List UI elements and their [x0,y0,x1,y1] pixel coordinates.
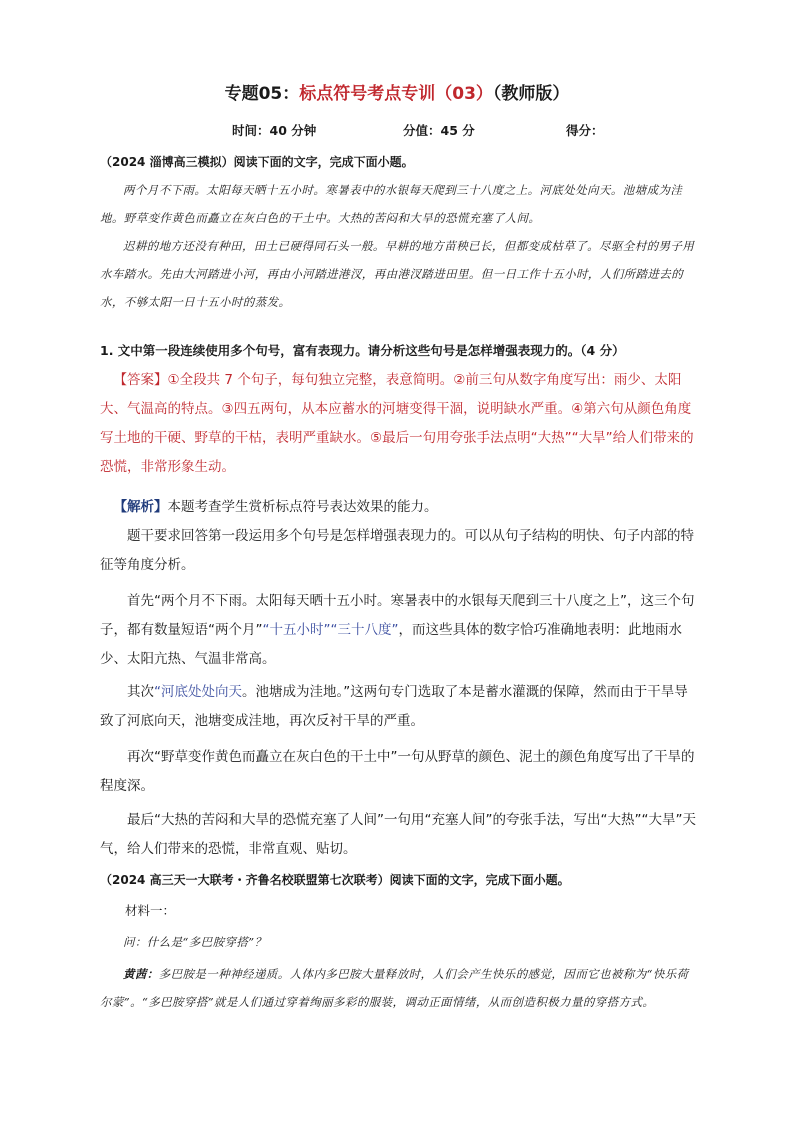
interviewee-name: 黄茜： [123,967,159,981]
material-label: 材料一： [125,903,176,918]
analysis-paragraph-1: 题干要求回答第一段运用多个句号是怎样增强表现力的。可以从句子结构的明快、句子内部的特征等角度分析。 [100,528,694,573]
analysis-p3-quote: “河底处处向天 [154,684,242,700]
analysis-paragraph-3 [100,678,700,736]
analysis-tag: 【解析】 [113,499,168,515]
analysis-paragraph-5: 最后“大热的苦闷和大旱的恐慌充塞了人间”一句用“充塞人间”的夸张手法，写出“大热”“大旱”天气，给人们带来的恐慌，非常直观、贴切。 [100,812,696,857]
analysis-paragraph-2 [100,587,700,674]
section2-source: （2024 高三天一大联考・齐鲁名校联盟第七次联考）阅读下面的文字，完成下面小题。 [100,873,570,887]
analysis-p3-part-a: 其次 [127,684,154,700]
analysis-p2-quote: “十五小时”“三十八度” [262,622,399,638]
answer-block [100,366,700,482]
answer-part-2: ④第六句从颜色角度写土地的干硬、野草的干枯，表明严重缺水。⑤最后一句用夸张手法点明“大热”“大旱”给人们带来的恐慌，非常形象生动。 [100,401,694,475]
analysis-p2-part-c: ，而这些具体的数字恰巧准确地表明：此地雨水少、太阳亢热、气温非常高。 [100,622,682,667]
answer-tag: 【答案】 [113,372,168,388]
analysis-intro: 本题考查学生赏析标点符号表达效果的能力。 [167,499,438,515]
analysis-p2-part-a: 首先“两个月不下雨。太阳每天晒十五小时。寒暑表中的水银每天爬到三十八度之上”，这三个句子，都有数量短语“两个月” [100,593,695,638]
analysis-intro-line [100,493,700,522]
page-title [0,82,794,106]
passage-paragraph-2: 迟耕的地方还没有种田，田土已硬得同石头一般。早耕的地方苗秧已长，但都变成枯草了。尽驱全村的男子用水车踏水。先由大河踏进小河，再由小河踏进港汊，再由港汊踏进田里。但一日工作十五小时，人们所踏进去的水，不够太阳一日十五小时的蒸发。 [100,239,695,309]
answer-part-1: ①全段共 7 个句子，每句独立完整，表意简明。②前三句从数字角度写出：雨少、太阳大、气温高的特点。③四五两句，从本应蓄水的河塘变得干涸，说明缺水严重。 [100,372,682,417]
title-prefix: 专题05： [224,84,300,104]
got-field: 得分： [566,123,604,138]
interview-question: 问：什么是“多巴胺穿搭”？ [123,935,267,949]
section1-source: （2024 淄博高三模拟）阅读下面的文字，完成下面小题。 [100,155,414,169]
analysis-p3-part-c: 。池塘成为洼地。”这两句专门选取了本是蓄水灌溉的保障，然而由于干旱导致了河底向天，池塘变成洼地，再次反衬干旱的严重。 [100,684,688,729]
title-suffix: （教师版） [492,84,570,104]
title-topic: 标点符号考点专训（03） [299,84,493,104]
time-field: 时间：40 分钟 [232,123,317,138]
analysis-paragraph-4: 再次“野草变作黄色而矗立在灰白色的干土中”一句从野草的颜色、泥土的颜色角度写出了干旱的程度深。 [100,749,695,794]
passage-paragraph-1: 两个月不下雨。太阳每天晒十五小时。寒暑表中的水银每天爬到三十八度之上。河底处处向天。池塘成为洼地。野草变作黄色而矗立在灰白色的干土中。大热的苦闷和大旱的恐慌充塞了人间。 [100,183,683,225]
question-1: 1. 文中第一段连续使用多个句号，富有表现力。请分析这些句号是怎样增强表现力的。（4 分） [100,343,625,358]
interview-answer [100,960,700,1016]
interview-answer-text: 多巴胺是一种神经递质。人体内多巴胺大量释放时，人们会产生快乐的感觉，因而它也被称为“快乐荷尔蒙”。“多巴胺穿搭”就是人们通过穿着绚丽多彩的服装，调动正面情绪，从而创造积极力量的穿搭方式。 [100,967,689,1009]
score-field: 分值：45 分 [403,123,475,138]
